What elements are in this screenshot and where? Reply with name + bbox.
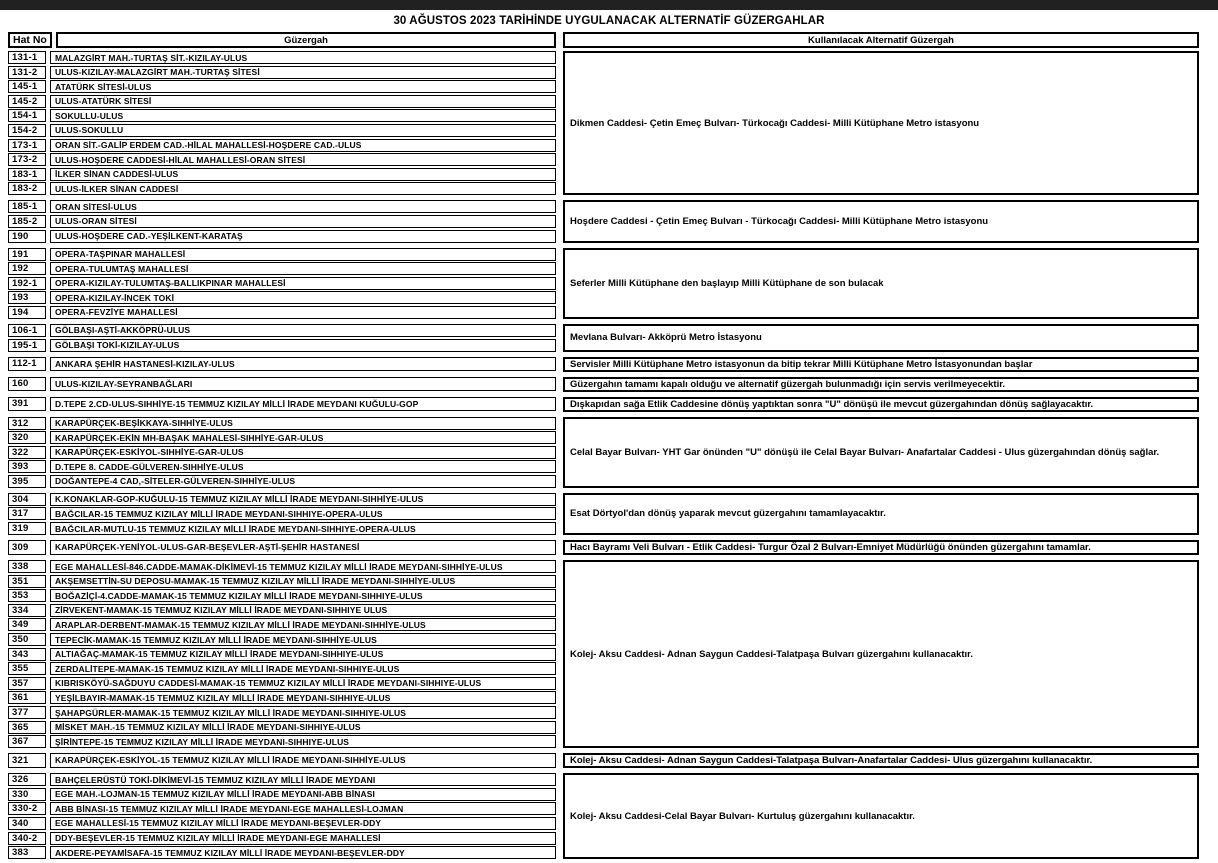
guzergah-cell: ATATÜRK SİTESİ-ULUS — [50, 80, 556, 93]
guzergah-cell: EGE MAHALLESİ-846.CADDE-MAMAK-DİKİMEVİ-15 TEMMUZ KIZILAY MİLLİ İRADE MEYDANI-SIHHİYE-ULUS — [50, 560, 556, 573]
guzergah-cell: ABB BİNASI-15 TEMMUZ KIZILAY MİLLİ İRADE MEYDANI-EGE MAHALLESİ-LOJMAN — [50, 802, 556, 815]
guzergah-cell: ZERDALİTEPE-MAMAK-15 TEMMUZ KIZILAY MİLLİ İRADE MEYDANI-SIHHIYE-ULUS — [50, 662, 556, 675]
guzergah-cell: ZİRVEKENT-MAMAK-15 TEMMUZ KIZILAY MİLLİ İRADE MEYDANI-SIHHIYE ULUS — [50, 604, 556, 617]
guzergah-cell: KARAPÜRÇEK-YENİYOL-ULUS-GAR-BEŞEVLER-AŞTİ-ŞEHİR HASTANESİ — [50, 540, 556, 555]
hat-no-cell: 367 — [8, 735, 46, 748]
guzergah-cell: OPERA-TAŞPINAR MAHALLESİ — [50, 248, 556, 261]
route-group — [8, 417, 1199, 488]
route-group — [8, 377, 1199, 392]
guzergah-cell: ARAPLAR-DERBENT-MAMAK-15 TEMMUZ KIZILAY MİLLİ İRADE MEYDANI-SIHHİYE-ULUS — [50, 618, 556, 631]
table-row — [8, 773, 556, 786]
alternatif-cell: Mevlana Bulvarı- Akköprü Metro İstasyonu — [563, 324, 1199, 352]
guzergah-cell: DOĞANTEPE-4 CAD,-SİTELER-GÜLVEREN-SIHHİYE-ULUS — [50, 475, 556, 488]
alternatif-cell: Esat Dörtyol'dan dönüş yaparak mevcut güzergahını tamamlayacaktır. — [563, 493, 1199, 535]
table-row — [8, 431, 556, 444]
guzergah-cell: ALTIAĞAÇ-MAMAK-15 TEMMUZ KIZILAY MİLLİ İRADE MEYDANI-SIHHIYE-ULUS — [50, 648, 556, 661]
guzergah-cell: KARAPÜRÇEK-EKİN MH-BAŞAK MAHALESİ-SIHHİYE-GAR-ULUS — [50, 431, 556, 444]
guzergah-cell: BOĞAZİÇİ-4.CADDE-MAMAK-15 TEMMUZ KIZILAY MİLLİ İRADE MEYDANI-SIHHIYE-ULUS — [50, 589, 556, 602]
table-row — [8, 66, 556, 79]
table-row — [8, 291, 556, 304]
route-group — [8, 540, 1199, 555]
route-group-rows — [8, 248, 556, 319]
table-row — [8, 51, 556, 64]
table-row — [8, 802, 556, 815]
table-row — [8, 721, 556, 734]
table-row — [8, 832, 556, 845]
guzergah-cell: AKDERE-PEYAMİSAFA-15 TEMMUZ KIZILAY MİLLİ İRADE MEYDANI-BEŞEVLER-DDY — [50, 846, 556, 859]
guzergah-cell: YEŞİLBAYIR-MAMAK-15 TEMMUZ KIZILAY MİLLİ İRADE MEYDANI-SIHHIYE-ULUS — [50, 691, 556, 704]
table-row — [8, 200, 556, 213]
hat-no-cell: 330 — [8, 788, 46, 801]
hat-no-cell: 190 — [8, 230, 46, 243]
table-row — [8, 215, 556, 228]
route-group — [8, 753, 1199, 768]
table-row — [8, 475, 556, 488]
table-row — [8, 324, 556, 337]
hat-no-cell: 361 — [8, 691, 46, 704]
table-row — [8, 95, 556, 108]
table-row — [8, 277, 556, 290]
route-group-rows — [8, 773, 556, 859]
header-alternatif: Kullanılacak Alternatif Güzergah — [563, 32, 1199, 48]
hat-no-cell: 351 — [8, 575, 46, 588]
hat-no-cell: 349 — [8, 618, 46, 631]
table-row — [8, 230, 556, 243]
guzergah-cell: K.KONAKLAR-GOP-KUĞULU-15 TEMMUZ KIZILAY MİLLİ İRADE MEYDANI-SIHHİYE-ULUS — [50, 493, 556, 506]
guzergah-cell: GÖLBAŞI TOKİ-KIZILAY-ULUS — [50, 339, 556, 352]
route-group — [8, 560, 1199, 748]
table-row — [8, 397, 556, 412]
table-row — [8, 575, 556, 588]
table-row — [8, 633, 556, 646]
guzergah-cell: ULUS-KIZILAY-SEYRANBAĞLARI — [50, 377, 556, 392]
table-row — [8, 618, 556, 631]
hat-no-cell: 338 — [8, 560, 46, 573]
hat-no-cell: 185-2 — [8, 215, 46, 228]
guzergah-cell: OPERA-FEVZİYE MAHALLESİ — [50, 306, 556, 319]
guzergah-cell: OPERA-KIZILAY-İNCEK TOKİ — [50, 291, 556, 304]
hat-no-cell: 355 — [8, 662, 46, 675]
table-row — [8, 168, 556, 181]
hat-no-cell: 377 — [8, 706, 46, 719]
hat-no-cell: 353 — [8, 589, 46, 602]
hat-no-cell: 145-1 — [8, 80, 46, 93]
hat-no-cell: 317 — [8, 507, 46, 520]
guzergah-cell: KARAPÜRÇEK-BEŞİKKAYA-SIHHİYE-ULUS — [50, 417, 556, 430]
alternatif-cell: Kolej- Aksu Caddesi- Adnan Saygun Caddesi-Talatpaşa Bulvarı-Anafartalar Caddesi- Ulus güzergahını kullanacaktır. — [563, 753, 1199, 768]
table-row — [8, 662, 556, 675]
table-row — [8, 788, 556, 801]
table-row — [8, 706, 556, 719]
table-header-row — [8, 32, 1199, 48]
hat-no-cell: 183-1 — [8, 168, 46, 181]
table-row — [8, 493, 556, 506]
guzergah-cell: ULUS-İLKER SİNAN CADDESİ — [50, 182, 556, 195]
guzergah-cell: MALAZGİRT MAH.-TURTAŞ SİT.-KIZILAY-ULUS — [50, 51, 556, 64]
hat-no-cell: 160 — [8, 377, 46, 392]
hat-no-cell: 320 — [8, 431, 46, 444]
table-row — [8, 109, 556, 122]
hat-no-cell: 304 — [8, 493, 46, 506]
table-row — [8, 753, 556, 768]
route-group-rows — [8, 357, 556, 372]
guzergah-cell: BAHÇELERÜSTÜ TOKİ-DİKİMEVİ-15 TEMMUZ KIZILAY MİLLİ İRADE MEYDANI — [50, 773, 556, 786]
alternatif-cell: Güzergahın tamamı kapalı olduğu ve alternatif güzergah bulunmadığı için servis verilmeyecektir. — [563, 377, 1199, 392]
guzergah-cell: MİSKET MAH.-15 TEMMUZ KIZILAY MİLLİ İRADE MEYDANI-SIHHIYE-ULUS — [50, 721, 556, 734]
hat-no-cell: 309 — [8, 540, 46, 555]
hat-no-cell: 391 — [8, 397, 46, 412]
guzergah-cell: D.TEPE 8. CADDE-GÜLVEREN-SIHHİYE-ULUS — [50, 460, 556, 473]
route-group — [8, 248, 1199, 319]
guzergah-cell: ULUS-HOŞDERE CADDESİ-HİLAL MAHALLESİ-ORAN SİTESİ — [50, 153, 556, 166]
table-body — [8, 51, 1199, 859]
table-row — [8, 560, 556, 573]
guzergah-cell: OPERA-TULUMTAŞ MAHALLESİ — [50, 262, 556, 275]
guzergah-cell: KARAPÜRÇEK-ESKİYOL-SIHHİYE-GAR-ULUS — [50, 446, 556, 459]
alternatif-cell: Hoşdere Caddesi - Çetin Emeç Bulvarı - Türkocağı Caddesi- Milli Kütüphane Metro istasyonu — [563, 200, 1199, 242]
hat-no-cell: 154-1 — [8, 109, 46, 122]
route-group-rows — [8, 753, 556, 768]
table-row — [8, 735, 556, 748]
guzergah-cell: İLKER SİNAN CADDESİ-ULUS — [50, 168, 556, 181]
alternatif-cell: Dışkapıdan sağa Etlik Caddesine dönüş yaptıktan sonra "U" dönüşü ile mevcut güzergahından dönüş sağlayacaktır. — [563, 397, 1199, 412]
guzergah-cell: ULUS-ORAN SİTESİ — [50, 215, 556, 228]
table-row — [8, 522, 556, 535]
hat-no-cell: 340-2 — [8, 832, 46, 845]
route-group-rows — [8, 493, 556, 535]
table-row — [8, 153, 556, 166]
route-group-rows — [8, 417, 556, 488]
alternatif-cell: Servisler Milli Kütüphane Metro istasyonun da bitip tekrar Milli Kütüphane Metro İstasyonundan başlar — [563, 357, 1199, 372]
guzergah-cell: EGE MAHALLESİ-15 TEMMUZ KIZILAY MİLLİ İRADE MEYDANI-BEŞEVLER-DDY — [50, 817, 556, 830]
table-row — [8, 540, 556, 555]
guzergah-cell: TEPECİK-MAMAK-15 TEMMUZ KIZILAY MİLLİ İRADE MEYDANI-SIHHİYE-ULUS — [50, 633, 556, 646]
guzergah-cell: BAĞCILAR-MUTLU-15 TEMMUZ KIZILAY MİLLİ İRADE MEYDANI-SIHHIYE-OPERA-ULUS — [50, 522, 556, 535]
guzergah-cell: D.TEPE 2.CD-ULUS-SIHHİYE-15 TEMMUZ KIZILAY MİLLİ İRADE MEYDANI KUĞULU-GOP — [50, 397, 556, 412]
hat-no-cell: 357 — [8, 677, 46, 690]
guzergah-cell: BAĞCILAR-15 TEMMUZ KIZILAY MİLLİ İRADE MEYDANI-SIHHIYE-OPERA-ULUS — [50, 507, 556, 520]
hat-no-cell: 183-2 — [8, 182, 46, 195]
guzergah-cell: SOKULLU-ULUS — [50, 109, 556, 122]
route-group-rows — [8, 560, 556, 748]
hat-no-cell: 383 — [8, 846, 46, 859]
route-group — [8, 357, 1199, 372]
hat-no-cell: 319 — [8, 522, 46, 535]
guzergah-cell: ANKARA ŞEHİR HASTANESİ-KIZILAY-ULUS — [50, 357, 556, 372]
table-row — [8, 80, 556, 93]
top-bar — [0, 0, 1218, 10]
hat-no-cell: 192 — [8, 262, 46, 275]
guzergah-cell: ULUS-HOŞDERE CAD.-YEŞİLKENT-KARATAŞ — [50, 230, 556, 243]
hat-no-cell: 192-1 — [8, 277, 46, 290]
route-group — [8, 200, 1199, 242]
hat-no-cell: 343 — [8, 648, 46, 661]
hat-no-cell: 321 — [8, 753, 46, 768]
hat-no-cell: 193 — [8, 291, 46, 304]
route-group-rows — [8, 397, 556, 412]
hat-no-cell: 393 — [8, 460, 46, 473]
hat-no-cell: 340 — [8, 817, 46, 830]
route-group-rows — [8, 51, 556, 195]
guzergah-cell: AKŞEMSETTİN-SU DEPOSU-MAMAK-15 TEMMUZ KIZILAY MİLLİ İRADE MEYDANI-SIHHİYE-ULUS — [50, 575, 556, 588]
alternatif-cell: Hacı Bayramı Veli Bulvarı - Etlik Caddesi- Turgur Özal 2 Bulvarı-Emniyet Müdürlüğü önünden güzergahını tamamlar. — [563, 540, 1199, 555]
header-guzergah: Güzergah — [56, 32, 556, 48]
routes-table — [8, 32, 1199, 859]
hat-no-cell: 365 — [8, 721, 46, 734]
table-row — [8, 339, 556, 352]
header-hat-no: Hat No — [8, 32, 52, 48]
guzergah-cell: ŞAHAPGÜRLER-MAMAK-15 TEMMUZ KIZILAY MİLLİ İRADE MEYDANI-SIHHIYE-ULUS — [50, 706, 556, 719]
table-row — [8, 357, 556, 372]
page-title: 30 AĞUSTOS 2023 TARİHİNDE UYGULANACAK ALTERNATİF GÜZERGAHLAR — [393, 15, 825, 27]
hat-no-cell: 131-2 — [8, 66, 46, 79]
table-row — [8, 182, 556, 195]
guzergah-cell: KIBRISKÖYÜ-SAĞDUYU CADDESİ-MAMAK-15 TEMMUZ KIZILAY MİLLİ İRADE MEYDANI-SIHHIYE-ULUS — [50, 677, 556, 690]
guzergah-cell: ORAN SİTESİ-ULUS — [50, 200, 556, 213]
hat-no-cell: 326 — [8, 773, 46, 786]
guzergah-cell: ULUS-KIZILAY-MALAZGİRT MAH.-TURTAŞ SİTESİ — [50, 66, 556, 79]
route-group — [8, 493, 1199, 535]
hat-no-cell: 350 — [8, 633, 46, 646]
hat-no-cell: 330-2 — [8, 802, 46, 815]
hat-no-cell: 194 — [8, 306, 46, 319]
table-row — [8, 377, 556, 392]
table-row — [8, 306, 556, 319]
route-group — [8, 397, 1199, 412]
guzergah-cell: ORAN SİT.-GALİP ERDEM CAD.-HİLAL MAHALLESİ-HOŞDERE CAD.-ULUS — [50, 139, 556, 152]
route-group-rows — [8, 540, 556, 555]
alternatif-cell: Dikmen Caddesi- Çetin Emeç Bulvarı- Türkocağı Caddesi- Milli Kütüphane Metro istasyonu — [563, 51, 1199, 195]
route-group-rows — [8, 377, 556, 392]
route-group — [8, 324, 1199, 352]
table-row — [8, 691, 556, 704]
hat-no-cell: 334 — [8, 604, 46, 617]
table-row — [8, 507, 556, 520]
hat-no-cell: 173-1 — [8, 139, 46, 152]
guzergah-cell: DDY-BEŞEVLER-15 TEMMUZ KIZILAY MİLLİ İRADE MEYDANI-EGE MAHALLESİ — [50, 832, 556, 845]
route-group — [8, 51, 1199, 195]
table-row — [8, 446, 556, 459]
table-row — [8, 846, 556, 859]
table-row — [8, 604, 556, 617]
table-row — [8, 817, 556, 830]
alternatif-cell: Kolej- Aksu Caddesi- Adnan Saygun Caddesi-Talatpaşa Bulvarı güzergahını kullanacaktır. — [563, 560, 1199, 748]
hat-no-cell: 191 — [8, 248, 46, 261]
table-row — [8, 262, 556, 275]
alternatif-cell: Celal Bayar Bulvarı- YHT Gar önünden "U" dönüşü ile Celal Bayar Bulvarı- Anafartalar Caddesi - Ulus güzergahından dönüş sağlar. — [563, 417, 1199, 488]
table-row — [8, 248, 556, 261]
hat-no-cell: 185-1 — [8, 200, 46, 213]
table-row — [8, 677, 556, 690]
route-group-rows — [8, 200, 556, 242]
table-row — [8, 124, 556, 137]
hat-no-cell: 395 — [8, 475, 46, 488]
hat-no-cell: 112-1 — [8, 357, 46, 372]
hat-no-cell: 195-1 — [8, 339, 46, 352]
guzergah-cell: EGE MAH.-LOJMAN-15 TEMMUZ KIZILAY MİLLİ İRADE MEYDANI-ABB BİNASI — [50, 788, 556, 801]
table-row — [8, 417, 556, 430]
hat-no-cell: 312 — [8, 417, 46, 430]
guzergah-cell: ULUS-SOKULLU — [50, 124, 556, 137]
route-group — [8, 773, 1199, 859]
hat-no-cell: 154-2 — [8, 124, 46, 137]
table-row — [8, 460, 556, 473]
hat-no-cell: 145-2 — [8, 95, 46, 108]
hat-no-cell: 106-1 — [8, 324, 46, 337]
route-group-rows — [8, 324, 556, 352]
guzergah-cell: OPERA-KIZILAY-TULUMTAŞ-BALLIKPINAR MAHALLESİ — [50, 277, 556, 290]
guzergah-cell: KARAPÜRÇEK-ESKİYOL-15 TEMMUZ KIZILAY MİLLİ İRADE MEYDANI-SIHHİYE-ULUS — [50, 753, 556, 768]
guzergah-cell: ŞİRİNTEPE-15 TEMMUZ KIZILAY MİLLİ İRADE MEYDANI-SIHHIYE-ULUS — [50, 735, 556, 748]
guzergah-cell: ULUS-ATATÜRK SİTESİ — [50, 95, 556, 108]
hat-no-cell: 131-1 — [8, 51, 46, 64]
hat-no-cell: 173-2 — [8, 153, 46, 166]
guzergah-cell: GÖLBAŞI-AŞTİ-AKKÖPRÜ-ULUS — [50, 324, 556, 337]
alternatif-cell: Kolej- Aksu Caddesi-Celal Bayar Bulvarı- Kurtuluş güzergahını kullanacaktır. — [563, 773, 1199, 859]
table-row — [8, 589, 556, 602]
hat-no-cell: 322 — [8, 446, 46, 459]
table-row — [8, 139, 556, 152]
alternatif-cell: Seferler Milli Kütüphane den başlayıp Milli Kütüphane de son bulacak — [563, 248, 1199, 319]
table-row — [8, 648, 556, 661]
